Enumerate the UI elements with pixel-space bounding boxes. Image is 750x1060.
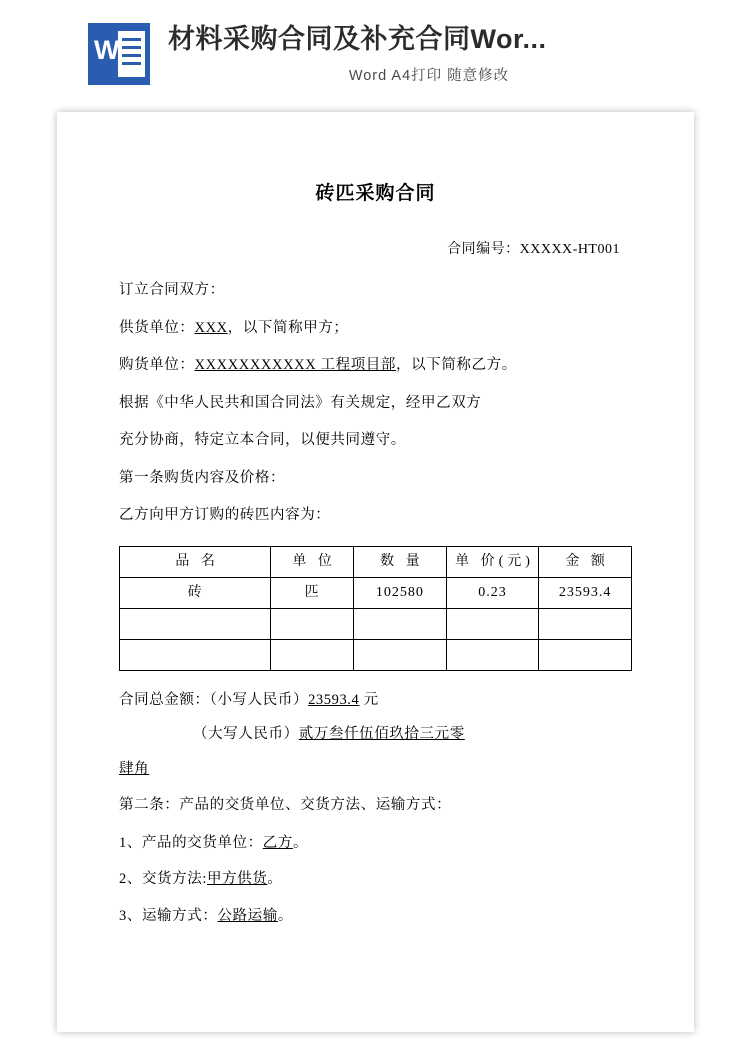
table-cell — [120, 639, 271, 670]
total-amount-upper-tail — [119, 762, 632, 777]
table-cell — [539, 639, 632, 670]
table-cell: 匹 — [271, 577, 354, 608]
clause-2-item-1-label: 1、产品的交货单位： — [119, 834, 263, 851]
word-logo-letter: W — [94, 35, 120, 65]
word-logo-icon — [88, 23, 150, 85]
buyer-label: 购货单位： — [119, 357, 195, 373]
total-amount-upper-tail-value: 肆角 — [119, 760, 150, 777]
table-cell: 砖 — [120, 577, 271, 608]
header-text-block — [168, 23, 750, 86]
contract-number-line — [119, 243, 632, 257]
contract-number-value: XXXXX-HT001 — [519, 242, 620, 257]
table-cell — [271, 639, 354, 670]
clause-2-item-1-tail: 。 — [292, 834, 309, 851]
clause-2-title: 第二条：产品的交货单位、交货方法、运输方式： — [119, 797, 452, 813]
goods-table — [119, 546, 632, 671]
table-row — [120, 639, 632, 670]
buyer-tail: ，以下简称乙方。 — [396, 357, 517, 373]
total-amount-upper-value: 贰万叁仟伍佰玖拾三元零 — [298, 726, 465, 742]
clause-2-item-2 — [119, 872, 632, 887]
table-header-row — [120, 546, 632, 577]
clause-2-item-2-value: 甲方供货 — [206, 871, 268, 887]
clause-2-item-2-tail: 。 — [267, 871, 283, 887]
word-logo-sheet — [118, 31, 145, 77]
table-cell — [446, 608, 539, 639]
table-header-cell: 金 额 — [539, 546, 632, 577]
table-row — [120, 577, 632, 608]
supplier-line — [119, 321, 632, 336]
table-cell — [120, 608, 271, 639]
total-amount-upper-label: （大写人民币） — [193, 726, 299, 742]
buyer-line — [119, 358, 632, 373]
total-amount-unit: 元 — [359, 691, 379, 708]
table-header-cell: 品 名 — [120, 546, 271, 577]
table-header-cell: 单 价(元) — [446, 546, 539, 577]
document-page — [57, 112, 694, 1032]
table-cell — [354, 608, 447, 639]
total-amount-label: 合同总金额：（小写人民币） — [119, 691, 309, 708]
table-cell — [271, 608, 354, 639]
table-cell: 102580 — [354, 577, 447, 608]
clause-2-item-1-value: 乙方 — [262, 834, 293, 851]
page-header — [0, 0, 750, 108]
word-logo-sheet-line — [122, 38, 141, 41]
table-cell: 0.23 — [446, 577, 539, 608]
supplier-value: XXX — [194, 319, 228, 336]
clause-2-item-3 — [119, 909, 632, 924]
table-cell — [354, 639, 447, 670]
parties-heading: 订立合同双方： — [119, 282, 225, 298]
table-cell — [539, 608, 632, 639]
total-amount-line — [119, 693, 632, 708]
clause-1-title: 第一条购货内容及价格： — [119, 469, 286, 486]
table-row — [120, 608, 632, 639]
supplier-tail: ，以下简称甲方； — [227, 319, 349, 336]
table-header-cell: 数 量 — [354, 546, 447, 577]
clause-1-intro: 乙方向甲方订购的砖匹内容为： — [119, 507, 331, 523]
contract-number-label: 合同编号： — [447, 242, 520, 257]
buyer-value: XXXXXXXXXXX 工程项目部 — [194, 357, 397, 373]
clause-2-item-3-value: 公路运输 — [217, 907, 278, 924]
table-cell — [446, 639, 539, 670]
table-header-cell: 单 位 — [271, 546, 354, 577]
word-logo-sheet-line — [122, 54, 141, 57]
word-logo-sheet-line — [122, 46, 141, 49]
legal-basis-line-2: 充分协商，特定立本合同，以便共同遵守。 — [119, 432, 406, 448]
page-title: 材料采购合同及补充合同Wor... — [168, 23, 547, 54]
clause-2-item-3-tail: 。 — [277, 907, 293, 924]
supplier-label: 供货单位： — [119, 319, 195, 336]
clause-2-item-1 — [119, 836, 632, 851]
table-cell: 23593.4 — [539, 577, 632, 608]
clause-2-item-3-label: 3、运输方式： — [119, 907, 218, 924]
total-amount-upper-line — [119, 727, 632, 742]
total-amount-value: 23593.4 — [308, 691, 360, 708]
word-logo-sheet-line — [122, 62, 141, 65]
document-title: 砖匹采购合同 — [315, 183, 436, 204]
document-body — [57, 112, 694, 923]
legal-basis-line-1: 根据《中华人民共和国合同法》有关规定，经甲乙双方 — [119, 394, 482, 411]
page-subtitle: Word A4打印 随意修改 — [348, 68, 510, 85]
clause-2-item-2-label: 2、交货方法: — [119, 871, 207, 887]
